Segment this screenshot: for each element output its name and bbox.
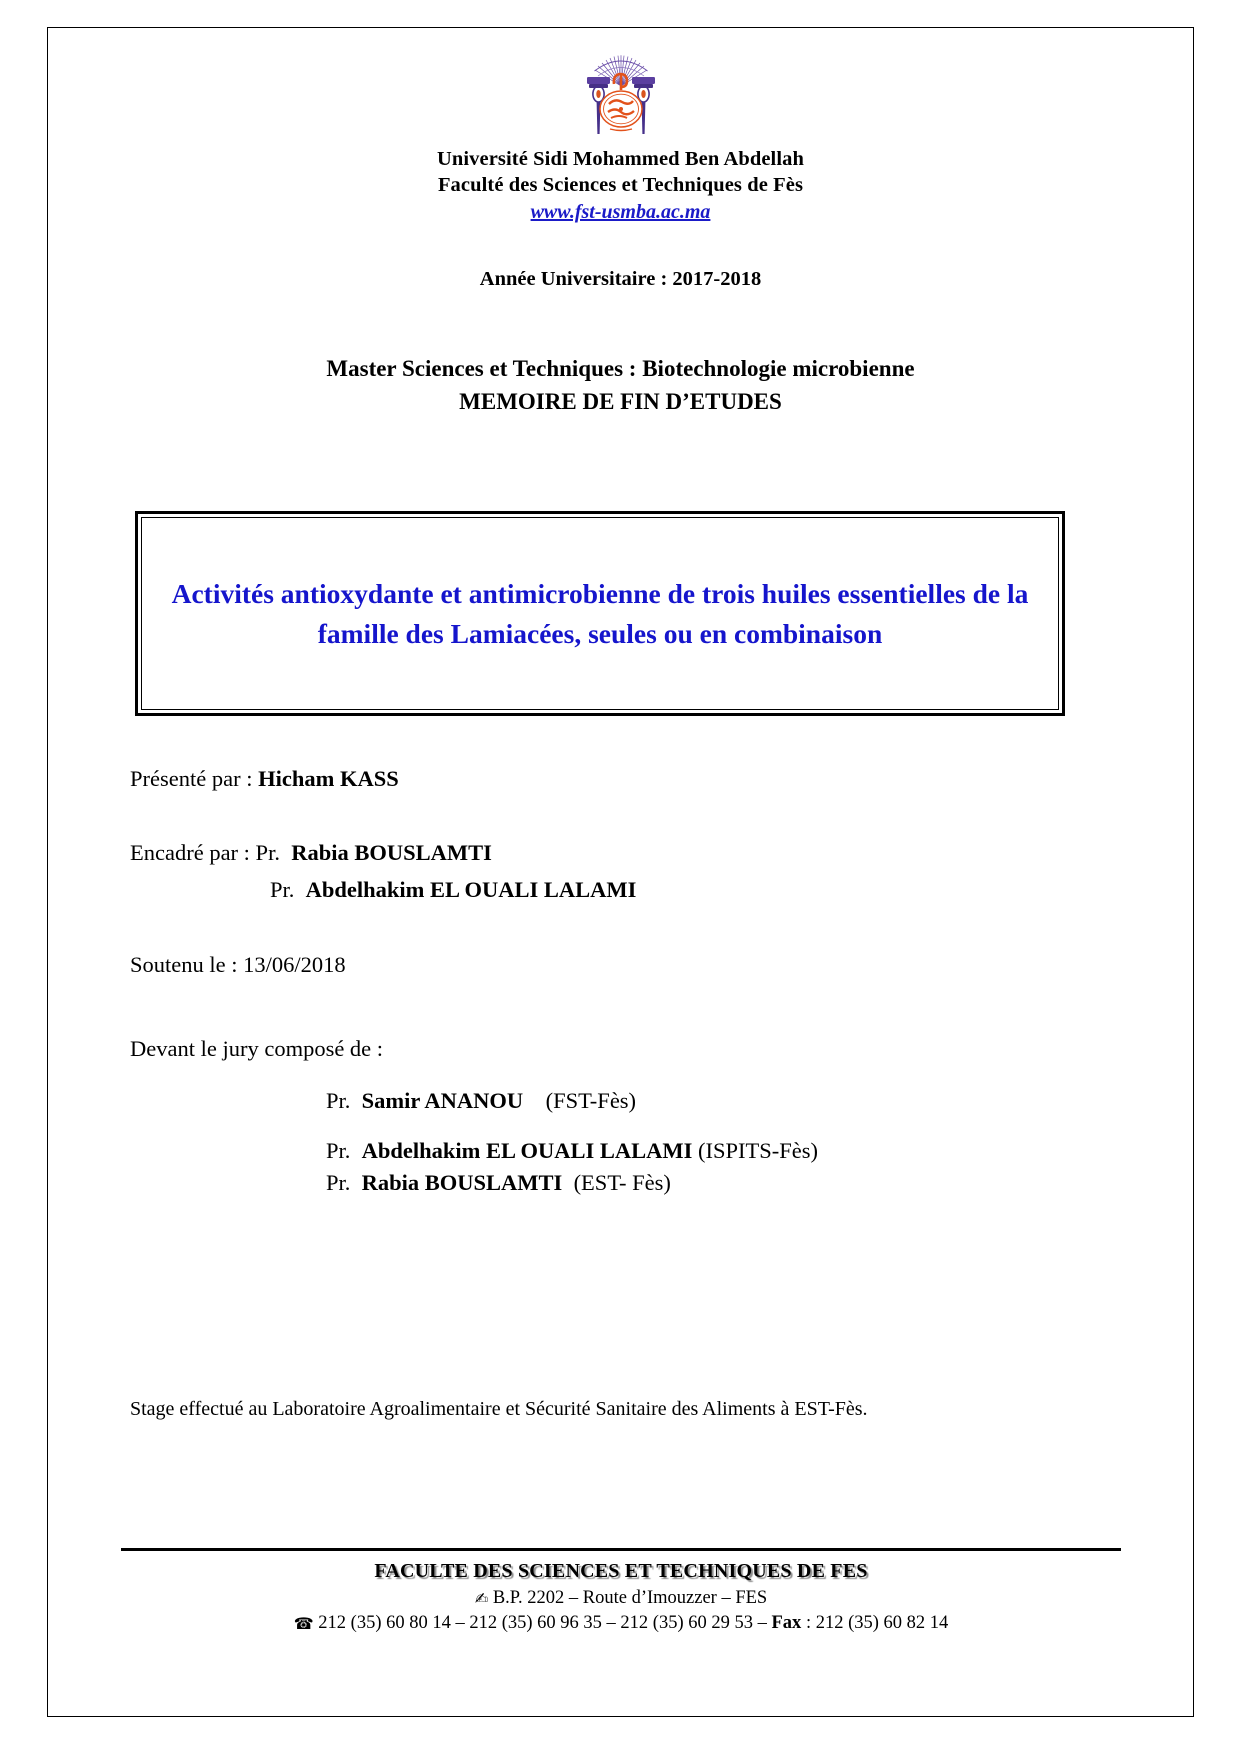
jury-affiliation: (ISPITS-Fès) bbox=[692, 1138, 818, 1163]
supervisor-prefix-2: Pr. bbox=[270, 877, 306, 902]
page-footer bbox=[121, 1548, 1121, 1634]
author-name: Hicham KASS bbox=[258, 766, 399, 791]
footer-faculty-title: FACULTE DES SCIENCES ET TECHNIQUES DE FES bbox=[374, 1560, 868, 1582]
program-name: Master Sciences et Techniques : Biotechnologie microbienne bbox=[326, 356, 915, 381]
note-pen-icon: ✍ bbox=[474, 1589, 489, 1608]
internship-note: Stage effectué au Laboratoire Agroalimentaire et Sécurité Sanitaire des Aliments à EST-Fès. bbox=[130, 1398, 868, 1420]
academic-year: Année Universitaire : 2017-2018 bbox=[479, 268, 762, 290]
defense-label: Soutenu le : bbox=[130, 952, 244, 977]
jury-name: Samir ANANOU bbox=[361, 1088, 524, 1113]
supervisor-name-2: Abdelhakim EL OUALI LALAMI bbox=[305, 877, 637, 902]
jury-heading: Devant le jury composé de : bbox=[130, 1036, 384, 1061]
university-crest-logo bbox=[575, 50, 667, 138]
footer-address-row bbox=[121, 1588, 1121, 1609]
defense-date: 13/06/2018 bbox=[243, 952, 346, 977]
jury-member bbox=[326, 1088, 818, 1114]
page-content bbox=[48, 28, 1193, 1716]
jury-affiliation: (FST-Fès) bbox=[523, 1088, 637, 1113]
footer-fax: : 212 (35) 60 82 14 bbox=[801, 1613, 949, 1633]
telephone-icon: ☎ bbox=[293, 1614, 314, 1633]
supervisor-label: Encadré par : Pr. bbox=[130, 840, 292, 865]
jury-prefix: Pr. bbox=[326, 1138, 362, 1163]
institution-header bbox=[48, 146, 1193, 226]
university-name: Université Sidi Mohammed Ben Abdellah bbox=[436, 148, 805, 170]
author-row bbox=[130, 768, 399, 791]
jury-prefix: Pr. bbox=[326, 1088, 362, 1113]
thesis-title-box bbox=[135, 511, 1065, 716]
jury-name: Rabia BOUSLAMTI bbox=[361, 1170, 563, 1195]
footer-phones: 212 (35) 60 80 14 – 212 (35) 60 96 35 – 212 (35) 60 29 53 – bbox=[313, 1613, 772, 1633]
document-type: MEMOIRE DE FIN D’ETUDES bbox=[459, 388, 782, 414]
jury-member bbox=[326, 1138, 818, 1164]
university-website-link[interactable]: www.fst-usmba.ac.ma bbox=[530, 201, 711, 224]
footer-address: B.P. 2202 – Route d’Imouzzer – FES bbox=[488, 1588, 768, 1608]
author-label: Présenté par : bbox=[130, 766, 259, 791]
faculty-name: Faculté des Sciences et Techniques de Fès bbox=[437, 174, 804, 197]
program-block bbox=[48, 353, 1193, 418]
supervisor-row-1 bbox=[130, 842, 492, 865]
jury-list bbox=[326, 1088, 818, 1196]
supervisor-name-1: Rabia BOUSLAMTI bbox=[291, 840, 492, 865]
jury-affiliation: (EST- Fès) bbox=[562, 1170, 671, 1195]
footer-divider bbox=[121, 1548, 1121, 1551]
logo-container bbox=[48, 50, 1193, 143]
supervisor-row-2 bbox=[270, 879, 636, 902]
jury-name: Abdelhakim EL OUALI LALAMI bbox=[361, 1138, 693, 1163]
thesis-title-box-inner bbox=[141, 517, 1059, 710]
footer-phone-row bbox=[121, 1613, 1121, 1634]
jury-prefix: Pr. bbox=[326, 1170, 362, 1195]
thesis-title: Activités antioxydante et antimicrobienne de trois huiles essentielles de la famille des Lamiacées, seules ou en combinaison bbox=[171, 578, 1029, 649]
jury-member bbox=[326, 1170, 818, 1196]
defense-row bbox=[130, 954, 346, 977]
footer-fax-label: Fax bbox=[771, 1613, 802, 1633]
